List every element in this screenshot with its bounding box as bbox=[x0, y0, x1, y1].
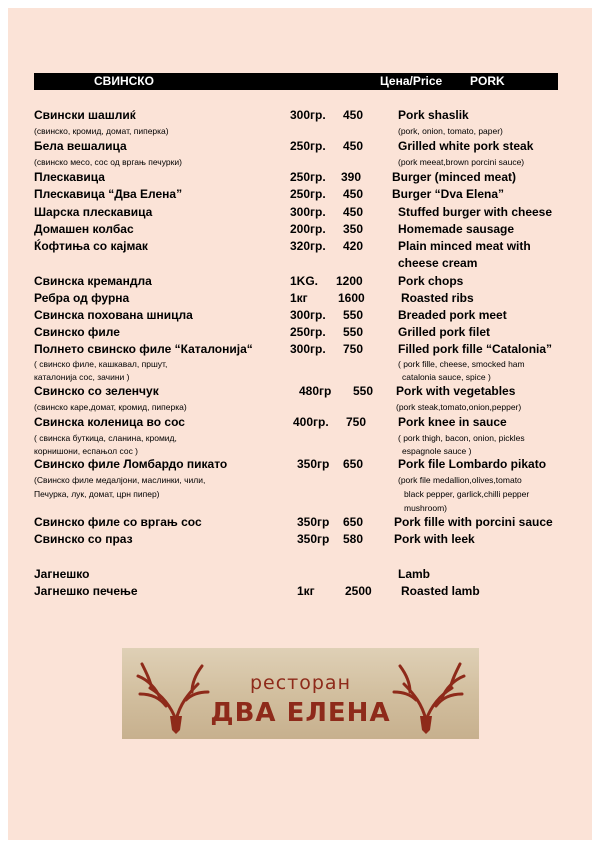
restaurant-logo bbox=[122, 648, 479, 739]
item-name-en: Pork with vegetables bbox=[396, 384, 516, 398]
item-desc-mk: ( свинска буткица, сланина, кромид, bbox=[34, 433, 177, 443]
item-desc-mk: ( свинско филе, кашкавал, пршут, bbox=[34, 359, 168, 369]
section-header bbox=[34, 73, 558, 90]
item-name-mk: Ребра од фурна bbox=[34, 291, 130, 305]
item-price: 450 bbox=[343, 187, 364, 201]
item-name-mk: Свинско филе bbox=[34, 325, 120, 339]
item-price: 750 bbox=[346, 415, 367, 429]
item-quantity: 320гр. bbox=[290, 239, 326, 253]
item-desc-mk: Печурка, лук, домат, црн пипер) bbox=[34, 489, 160, 499]
item-name-en: Pork chops bbox=[398, 274, 464, 288]
item-price: 550 bbox=[343, 308, 364, 322]
item-name-mk: Свинско филе Ломбардо пикато bbox=[34, 457, 228, 471]
item-quantity: 300гр. bbox=[290, 108, 326, 122]
item-desc-en: ( pork fille, cheese, smocked ham bbox=[398, 359, 525, 369]
item-price: 1600 bbox=[338, 291, 365, 305]
lamb-section-title-mk: Јагнешко bbox=[34, 567, 90, 581]
item-name-en: Homemade sausage bbox=[398, 222, 515, 236]
item-quantity: 1кг bbox=[290, 291, 308, 305]
item-name-mk: Свински шашлиќ bbox=[34, 108, 136, 122]
item-name-en: Pork fille with porcini sauce bbox=[394, 515, 553, 529]
item-name-en: Roasted lamb bbox=[401, 584, 480, 598]
item-name-mk: Плескавица bbox=[34, 170, 105, 184]
item-quantity: 300гр. bbox=[290, 308, 326, 322]
item-quantity: 300гр. bbox=[290, 205, 326, 219]
item-price: 650 bbox=[343, 457, 364, 471]
item-name-mk: Свинско филе со вргањ сос bbox=[34, 515, 202, 529]
item-name-en-cont: cheese cream bbox=[398, 256, 478, 270]
item-quantity: 200гр. bbox=[290, 222, 326, 236]
item-name-en: Plain minced meat with bbox=[398, 239, 531, 253]
section-title-en: PORK bbox=[470, 74, 505, 88]
item-name-en: Grilled pork filet bbox=[398, 325, 491, 339]
item-name-mk: Свинска похована шницла bbox=[34, 308, 193, 322]
item-name-en: Pork file Lombardo pikato bbox=[398, 457, 547, 471]
item-price: 450 bbox=[343, 139, 364, 153]
item-desc-mk: каталонија сос, зачини ) bbox=[34, 372, 130, 382]
item-quantity: 350гр bbox=[297, 457, 330, 471]
item-name-mk: Јагнешко печење bbox=[34, 584, 138, 598]
item-desc-en: mushroom) bbox=[404, 503, 447, 513]
item-quantity: 350гр bbox=[297, 532, 330, 546]
item-price: 420 bbox=[343, 239, 364, 253]
item-quantity: 300гр. bbox=[290, 342, 326, 356]
item-price: 550 bbox=[343, 325, 364, 339]
lamb-section-title-en: Lamb bbox=[398, 567, 431, 581]
item-name-en: Pork knee in sauce bbox=[398, 415, 507, 429]
item-desc-en: black pepper, garlick,chilli pepper bbox=[404, 489, 530, 499]
item-name-mk: Свинска кремандла bbox=[34, 274, 152, 288]
item-desc-en: catalonia sauce, spice ) bbox=[402, 372, 491, 382]
item-price: 580 bbox=[343, 532, 364, 546]
item-desc-mk: (свинско месо, сос од вргањ печурки) bbox=[34, 157, 182, 167]
item-quantity: 1KG. bbox=[290, 274, 319, 288]
item-price: 1200 bbox=[336, 274, 363, 288]
item-quantity: 350гр bbox=[297, 515, 330, 529]
item-name-en: Burger (minced meat) bbox=[392, 170, 517, 184]
item-desc-en: (pork file medallion,olives,tomato bbox=[398, 475, 522, 485]
item-quantity: 250гр. bbox=[290, 187, 326, 201]
item-name-mk: Бела вешалица bbox=[34, 139, 127, 153]
item-name-mk: Ќофтиња со кајмак bbox=[34, 239, 148, 253]
item-desc-mk: (свинско каре,домат, кромид, пиперка) bbox=[34, 402, 187, 412]
item-name-en: Breaded pork meet bbox=[398, 308, 507, 322]
item-desc-en: (pork steak,tomato,onion,pepper) bbox=[396, 402, 522, 412]
item-desc-mk: (свинско, кромид, домат, пиперка) bbox=[34, 126, 169, 136]
item-name-mk: Полнето свинско филе “Каталонија“ bbox=[34, 342, 253, 356]
item-name-en: Filled pork fille “Catalonia” bbox=[398, 342, 553, 356]
item-price: 750 bbox=[343, 342, 364, 356]
item-name-en: Burger “Dva Elena” bbox=[392, 187, 505, 201]
item-desc-mk: корнишони, еспањол сос ) bbox=[34, 446, 139, 456]
item-price: 550 bbox=[353, 384, 374, 398]
item-desc-mk: (Свинско филе медалјони, маслинки, чили, bbox=[34, 475, 206, 485]
item-desc-en: espagnole sauce ) bbox=[402, 446, 472, 456]
item-name-mk: Домашен колбас bbox=[34, 222, 134, 236]
item-name-en: Pork with leek bbox=[394, 532, 475, 546]
item-name-mk: Свинско со праз bbox=[34, 532, 133, 546]
logo-title: ДВА ЕЛЕНА bbox=[210, 698, 391, 728]
item-name-en: Grilled white pork steak bbox=[398, 139, 534, 153]
logo-subtitle: ресторан bbox=[249, 672, 351, 694]
price-column-label: Цена/Price bbox=[380, 74, 443, 88]
item-name-mk: Свинско со зеленчук bbox=[34, 384, 159, 398]
item-desc-en: (pork meeat,brown porcini sauce) bbox=[398, 157, 525, 167]
item-quantity: 400гр. bbox=[293, 415, 329, 429]
item-name-en: Pork shaslik bbox=[398, 108, 469, 122]
item-name-en: Stuffed burger with cheese bbox=[398, 205, 553, 219]
item-price: 450 bbox=[343, 108, 364, 122]
item-name-en: Roasted ribs bbox=[401, 291, 474, 305]
item-quantity: 480гр bbox=[299, 384, 332, 398]
item-quantity: 250гр. bbox=[290, 139, 326, 153]
item-name-mk: Плескавица “Два Елена” bbox=[34, 187, 183, 201]
item-name-mk: Свинска коленица во сос bbox=[34, 415, 185, 429]
item-price: 2500 bbox=[345, 584, 372, 598]
item-quantity: 1кг bbox=[297, 584, 315, 598]
item-desc-en: (pork, onion, tomato, paper) bbox=[398, 126, 503, 136]
item-desc-en: ( pork thigh, bacon, onion, pickles bbox=[398, 433, 525, 443]
item-quantity: 250гр. bbox=[290, 325, 326, 339]
item-quantity: 250гр. bbox=[290, 170, 326, 184]
item-price: 450 bbox=[343, 205, 364, 219]
item-price: 390 bbox=[341, 170, 362, 184]
item-name-mk: Шарска плескавица bbox=[34, 205, 153, 219]
item-price: 350 bbox=[343, 222, 364, 236]
section-title-mk: СВИНСКО bbox=[94, 74, 154, 88]
item-price: 650 bbox=[343, 515, 364, 529]
